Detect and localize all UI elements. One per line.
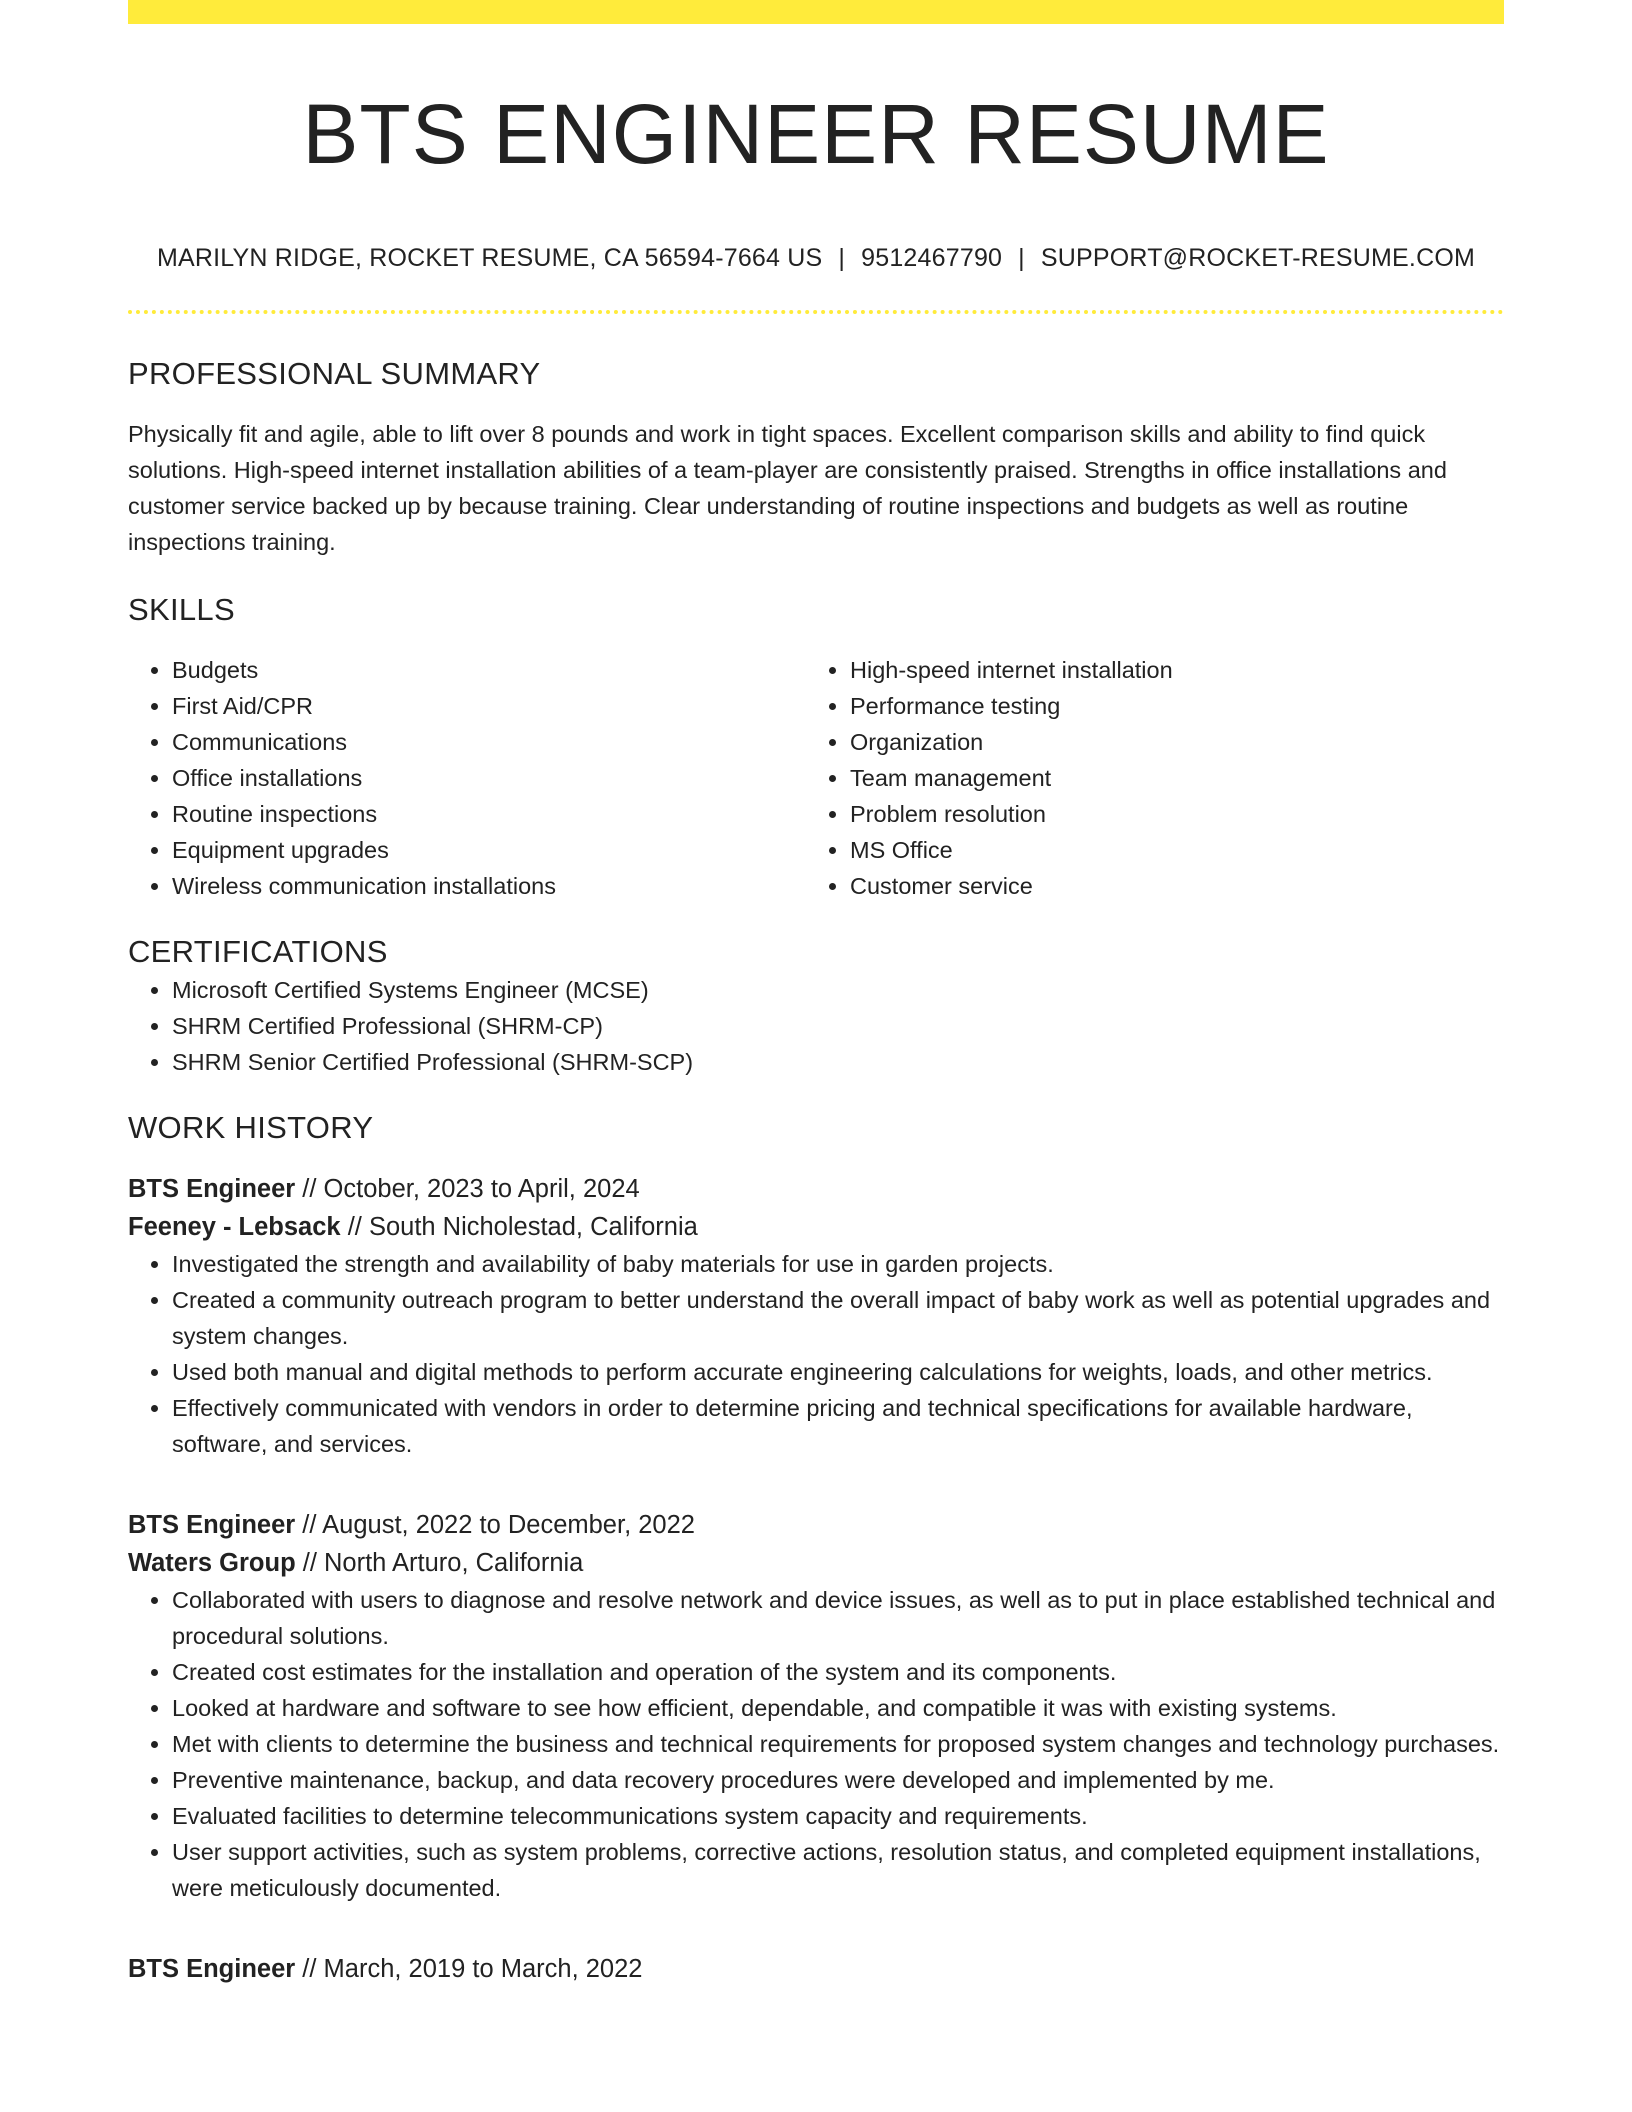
skills-left-column xyxy=(128,652,806,904)
job-bullet: • User support activities, such as system problems, corrective actions, resolution status, and completed equipment installations, were meticulously documented. xyxy=(172,1834,1504,1906)
job-entry xyxy=(128,1506,1504,1906)
resume-page xyxy=(128,0,1504,1988)
job-dates: // March, 2019 to March, 2022 xyxy=(295,1955,643,1983)
job-entry xyxy=(128,1950,1504,1988)
skill-item: • Routine inspections xyxy=(172,796,806,832)
skill-item: • Wireless communication installations xyxy=(172,868,806,904)
job-company-line xyxy=(128,1208,1504,1246)
job-bullet: • Met with clients to determine the business and technical requirements for proposed system changes and technology purchases. xyxy=(172,1726,1504,1762)
skills-grid xyxy=(128,652,1504,904)
job-bullet: • Looked at hardware and software to see how efficient, dependable, and compatible it was with existing systems. xyxy=(172,1690,1504,1726)
resume-title: BTS ENGINEER RESUME xyxy=(302,87,1330,181)
job-bullet: • Evaluated facilities to determine telecommunications system capacity and requirements. xyxy=(172,1798,1504,1834)
certification-item: • Microsoft Certified Systems Engineer (MCSE) xyxy=(172,972,1504,1008)
skill-item: • Customer service xyxy=(850,868,1484,904)
job-bullet: • Collaborated with users to diagnose and resolve network and device issues, as well as to put in place established technical and procedural solutions. xyxy=(172,1582,1504,1654)
certifications-list xyxy=(128,972,1504,1080)
job-bullets xyxy=(128,1582,1504,1906)
skill-item: • Communications xyxy=(172,724,806,760)
skill-item: • Budgets xyxy=(172,652,806,688)
skills-heading: SKILLS xyxy=(128,592,235,627)
skill-item: • Office installations xyxy=(172,760,806,796)
skill-item: • High-speed internet installation xyxy=(850,652,1484,688)
contact-phone: 9512467790 xyxy=(861,244,1003,272)
contact-separator: | xyxy=(838,244,846,272)
summary-heading: PROFESSIONAL SUMMARY xyxy=(128,356,541,391)
contact-separator: | xyxy=(1018,244,1025,272)
job-bullet: • Investigated the strength and availability of baby materials for use in garden projects. xyxy=(172,1246,1504,1282)
skill-item: • Performance testing xyxy=(850,688,1484,724)
skill-item: • First Aid/CPR xyxy=(172,688,806,724)
job-title-line xyxy=(128,1950,1504,1988)
job-company: Feeney - Lebsack xyxy=(128,1213,341,1241)
skill-item: • MS Office xyxy=(850,832,1484,868)
job-company-line xyxy=(128,1544,1504,1582)
contact-email[interactable]: SUPPORT@ROCKET-RESUME.COM xyxy=(1040,244,1476,272)
certification-item: • SHRM Senior Certified Professional (SHRM-SCP) xyxy=(172,1044,1504,1080)
job-location: // North Arturo, California xyxy=(295,1549,584,1577)
skill-item: • Problem resolution xyxy=(850,796,1484,832)
skill-item: • Equipment upgrades xyxy=(172,832,806,868)
skills-right-column xyxy=(806,652,1484,904)
job-title-line xyxy=(128,1170,1504,1208)
job-bullet: • Created a community outreach program to better understand the overall impact of baby work as well as potential upgrades and system changes. xyxy=(172,1282,1504,1354)
contact-address: MARILYN RIDGE, ROCKET RESUME, CA 56594-7664 US xyxy=(156,244,823,272)
job-title: BTS Engineer xyxy=(128,1511,296,1539)
contact-line xyxy=(128,242,1504,274)
certifications-heading: CERTIFICATIONS xyxy=(128,934,388,969)
job-entry xyxy=(128,1170,1504,1462)
job-bullet: • Used both manual and digital methods to perform accurate engineering calculations for weights, loads, and other metrics. xyxy=(172,1354,1504,1390)
work-history-heading: WORK HISTORY xyxy=(128,1110,374,1145)
certification-item: • SHRM Certified Professional (SHRM-CP) xyxy=(172,1008,1504,1044)
dotted-divider xyxy=(128,310,1504,314)
job-location: // South Nicholestad, California xyxy=(340,1213,698,1241)
job-dates: // August, 2022 to December, 2022 xyxy=(295,1511,695,1539)
summary-text: Physically fit and agile, able to lift over 8 pounds and work in tight spaces. Excellent comparison skills and ability to find quick solutions. High-speed internet installation abilities of a team-player are consistently praised. Strengths in office installations and customer service backed up by because training. Clear understanding of routine inspections and budgets as well as routine inspections training. xyxy=(128,421,1447,555)
top-accent-bar xyxy=(128,0,1504,24)
skill-item: • Team management xyxy=(850,760,1484,796)
job-title-line xyxy=(128,1506,1504,1544)
job-company: Waters Group xyxy=(128,1549,296,1577)
job-bullet: • Preventive maintenance, backup, and data recovery procedures were developed and implemented by me. xyxy=(172,1762,1504,1798)
job-title: BTS Engineer xyxy=(128,1955,296,1983)
job-title: BTS Engineer xyxy=(128,1175,296,1203)
job-bullet: • Created cost estimates for the installation and operation of the system and its components. xyxy=(172,1654,1504,1690)
job-bullet: • Effectively communicated with vendors in order to determine pricing and technical specifications for available hardware, software, and services. xyxy=(172,1390,1504,1462)
job-dates: // October, 2023 to April, 2024 xyxy=(295,1175,640,1203)
job-bullets xyxy=(128,1246,1504,1462)
skill-item: • Organization xyxy=(850,724,1484,760)
